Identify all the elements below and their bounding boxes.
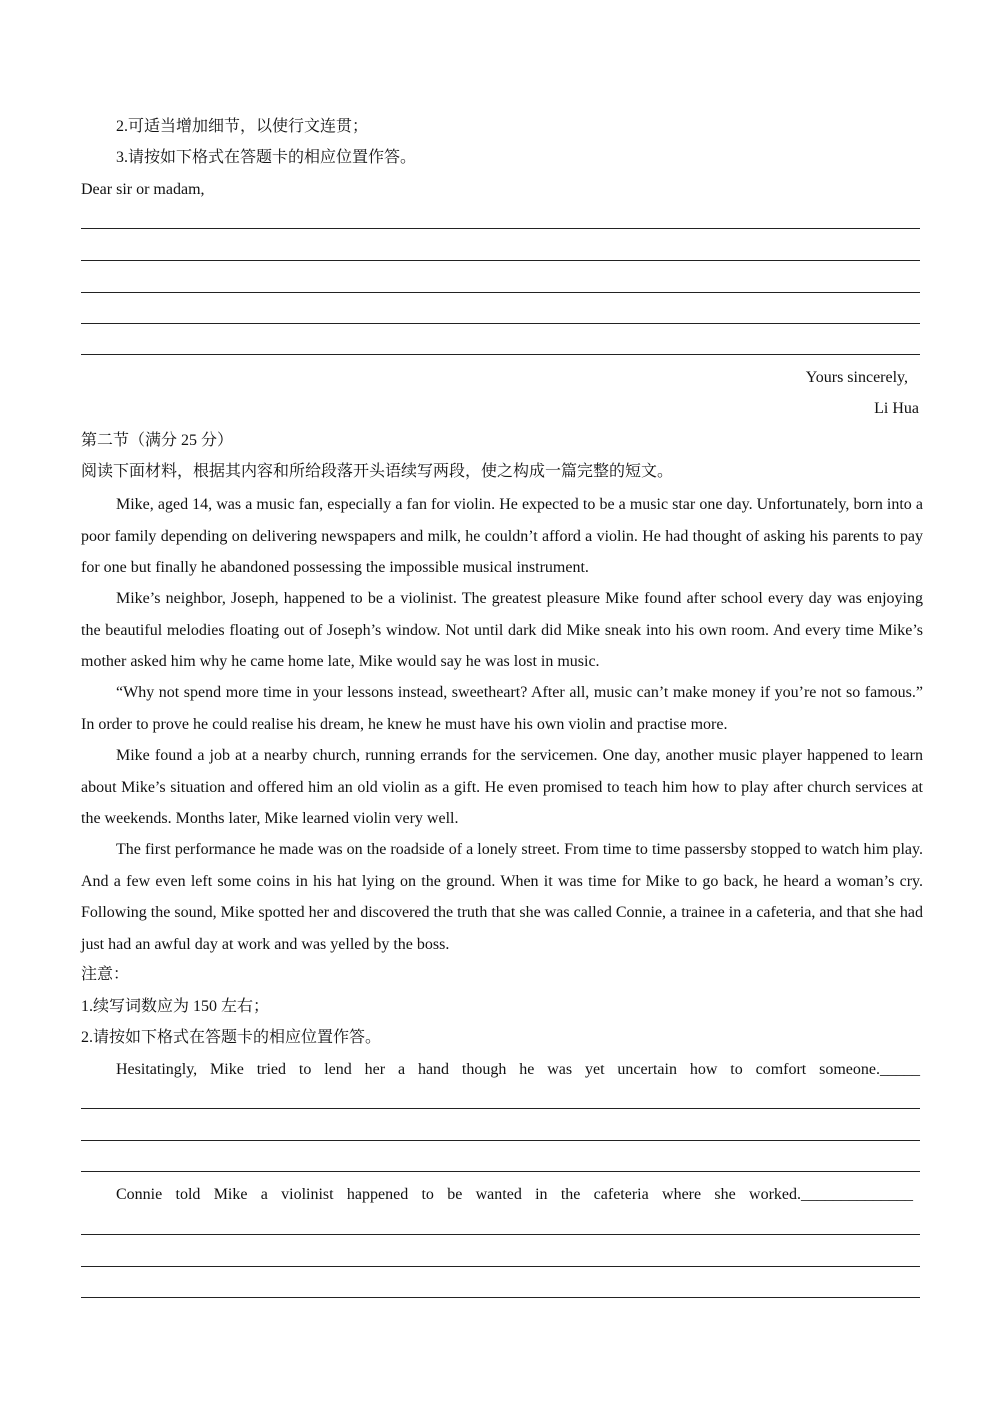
story-paragraph-3: “Why not spend more time in your lessons instead, sweetheart? After all, music can’t make money if you’re not so famous.” In order to prove he could realise his dream, he knew he must have his own violin and practise more. [81,684,923,733]
continuation-writing-line [81,1234,920,1235]
story-paragraph-1: Mike, aged 14, was a music fan, especially a fan for violin. He expected to be a music star one day. Unfortunately, born into a poor family depending on delivering newspapers and milk, he couldn’t afford a violin. He had thought of asking his parents to pay for one but finally he abandoned possessing the impossible musical instrument. [81,496,923,576]
letter-closing: Yours sincerely, [805,369,908,386]
letter-note-3: 3.请按如下格式在答题卡的相应位置作答。 [116,149,417,166]
continuation-writing-line [81,1266,920,1267]
letter-writing-line [81,323,920,324]
section-instruction: 阅读下面材料，根据其内容和所给段落开头语续写两段，使之构成一篇完整的短文。 [81,463,674,480]
continuation-writing-line [81,1297,920,1298]
notes-item-1: 1.续写词数应为 150 左右； [81,998,270,1015]
letter-writing-line [81,292,920,293]
story-paragraph-5: The first performance he made was on the roadside of a lonely street. From time to time passersby stopped to watch him play. And a few even left some coins in his hat lying on the ground. When it was time for Mike to go back, he heard a woman’s cry. Following the sound, Mike spotted her and discovered the truth that she was called Connie, a trainee in a cafeteria, and that she had just had an awful day at work and was yelled by the boss. [81,841,923,953]
continuation-writing-line [81,1108,920,1109]
notes-item-2: 2.请按如下格式在答题卡的相应位置作答。 [81,1029,382,1046]
letter-writing-line [81,228,920,229]
continuation-starter-2: Connie told Mike a violinist happened to be wanted in the cafeteria where she worked.______________ [116,1186,913,1203]
story-paragraph-4: Mike found a job at a nearby church, running errands for the servicemen. One day, another music player happened to learn about Mike’s situation and offered him an old violin as a gift. He even promised to teach him how to play after church services at the weekends. Months later, Mike learned violin very well. [81,747,923,827]
letter-signature: Li Hua [874,400,919,417]
letter-greeting: Dear sir or madam, [81,181,205,198]
section-heading: 第二节（满分 25 分） [81,432,234,449]
continuation-starter-1: Hesitatingly, Mike tried to lend her a hand though he was yet uncertain how to comfort someone._____ [116,1061,920,1078]
notes-heading: 注意： [81,966,130,983]
letter-writing-line [81,260,920,261]
story-paragraph-2: Mike’s neighbor, Joseph, happened to be a violinist. The greatest pleasure Mike found after school every day was enjoying the beautiful melodies floating out of Joseph’s window. Not until dark did Mike sneak into his own room. And every time Mike’s mother asked him why he came home late, Mike would say he was lost in music. [81,590,923,670]
letter-note-2: 2.可适当增加细节，以使行文连贯； [116,118,369,135]
continuation-writing-line [81,1171,920,1172]
letter-writing-line [81,354,920,355]
continuation-writing-line [81,1140,920,1141]
